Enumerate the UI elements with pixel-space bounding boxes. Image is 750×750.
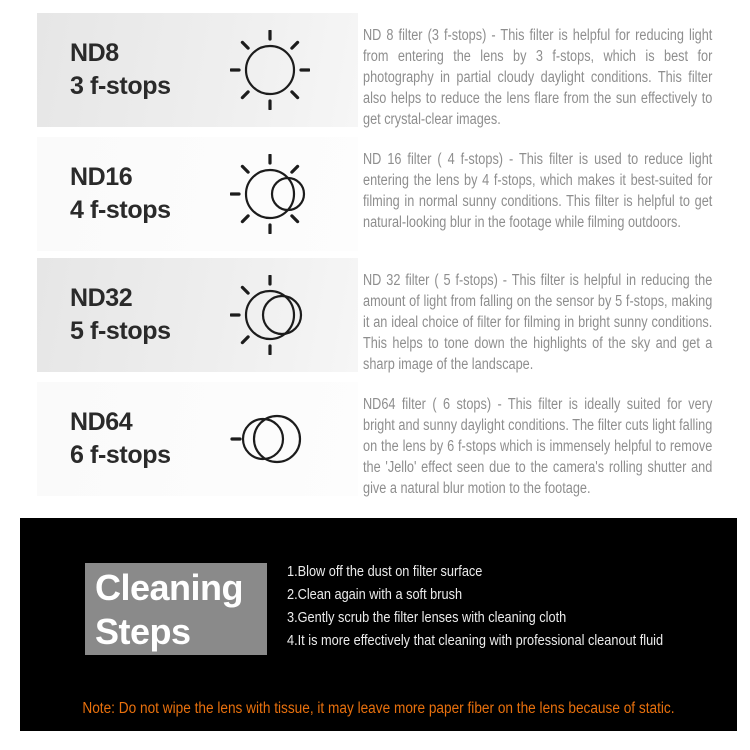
filter-row-nd32	[37, 258, 712, 375]
filter-row-nd16	[37, 137, 712, 251]
filter-description-cell	[358, 13, 750, 130]
nd16-band	[37, 137, 358, 251]
filter-description: ND64 filter ( 6 stops) - This filter is ideally suited for very bright and sunny daylight conditions. The filter cuts light falling on the lens by 6 f-stops which is immensely helpful to remove the 'Jello' effect seen due to the camera's rolling shutter and give a natural blur motion to the footage.	[363, 396, 713, 497]
filter-row-nd64	[37, 382, 712, 499]
filter-description: ND 8 filter (3 f-stops) - This filter is helpful for reducing light from entering the lens by 3 f-stops, which is best for photography in partial cloudy daylight conditions. This filter also helps to reduce the lens flare from the sun effectively to get crystal-clear images.	[363, 27, 713, 128]
cleaning-title-line1: Cleaning	[95, 567, 244, 608]
filter-description: ND 32 filter ( 5 f-stops) - This filter is helpful in reducing the amount of light from falling on the sensor by 5 f-stops, making it an ideal choice of filter for filming in bright sunny conditions. This helps to tone down the highlights of the sky and get a sharp image of the landscape.	[363, 272, 713, 373]
cleaning-title-line2: Steps	[95, 611, 191, 652]
cleaning-step: 1.Blow off the dust on filter surface	[287, 563, 483, 580]
filter-label	[37, 161, 171, 227]
sun-partial-eclipse-icon	[230, 154, 310, 234]
cleaning-title-box	[85, 563, 267, 655]
sun-half-eclipse-icon	[230, 275, 310, 355]
nd8-band	[37, 13, 358, 127]
filter-label	[37, 37, 171, 103]
nd32-band	[37, 258, 358, 372]
filter-name: ND32	[70, 284, 133, 312]
filter-description-cell	[358, 382, 750, 499]
cleaning-panel	[20, 518, 737, 731]
filter-name: ND16	[70, 163, 133, 191]
cleaning-note-row	[20, 700, 737, 718]
cleaning-step: 4.It is more effectively that cleaning with professional cleanout fluid	[287, 632, 664, 649]
cleaning-note: Note: Do not wipe the lens with tissue, it may leave more paper fiber on the lens because of static.	[82, 700, 675, 717]
filter-label	[37, 406, 171, 472]
filter-row-nd8	[37, 13, 712, 130]
sun-full-eclipse-icon	[230, 399, 310, 479]
filter-stops: 6 f-stops	[70, 441, 171, 469]
nd64-band	[37, 382, 358, 496]
cleaning-step: 3.Gently scrub the filter lenses with cleaning cloth	[287, 609, 567, 626]
cleaning-steps-list	[287, 560, 738, 652]
filter-description: ND 16 filter ( 4 f-stops) - This filter is used to reduce light entering the lens by 4 f-stops, which makes it best-suited for filming in normal sunny conditions. This filter is helpful to get natural-looking blur in the footage while filming outdoors.	[363, 151, 713, 231]
filter-stops: 5 f-stops	[70, 317, 171, 345]
filter-description-cell	[358, 258, 750, 375]
filter-stops: 4 f-stops	[70, 196, 171, 224]
filter-label	[37, 282, 171, 348]
cleaning-step: 2.Clean again with a soft brush	[287, 586, 463, 603]
filter-name: ND8	[70, 39, 119, 67]
sun-icon	[230, 30, 310, 110]
filter-description-cell	[358, 137, 750, 233]
filter-stops: 3 f-stops	[70, 72, 171, 100]
filter-name: ND64	[70, 408, 133, 436]
